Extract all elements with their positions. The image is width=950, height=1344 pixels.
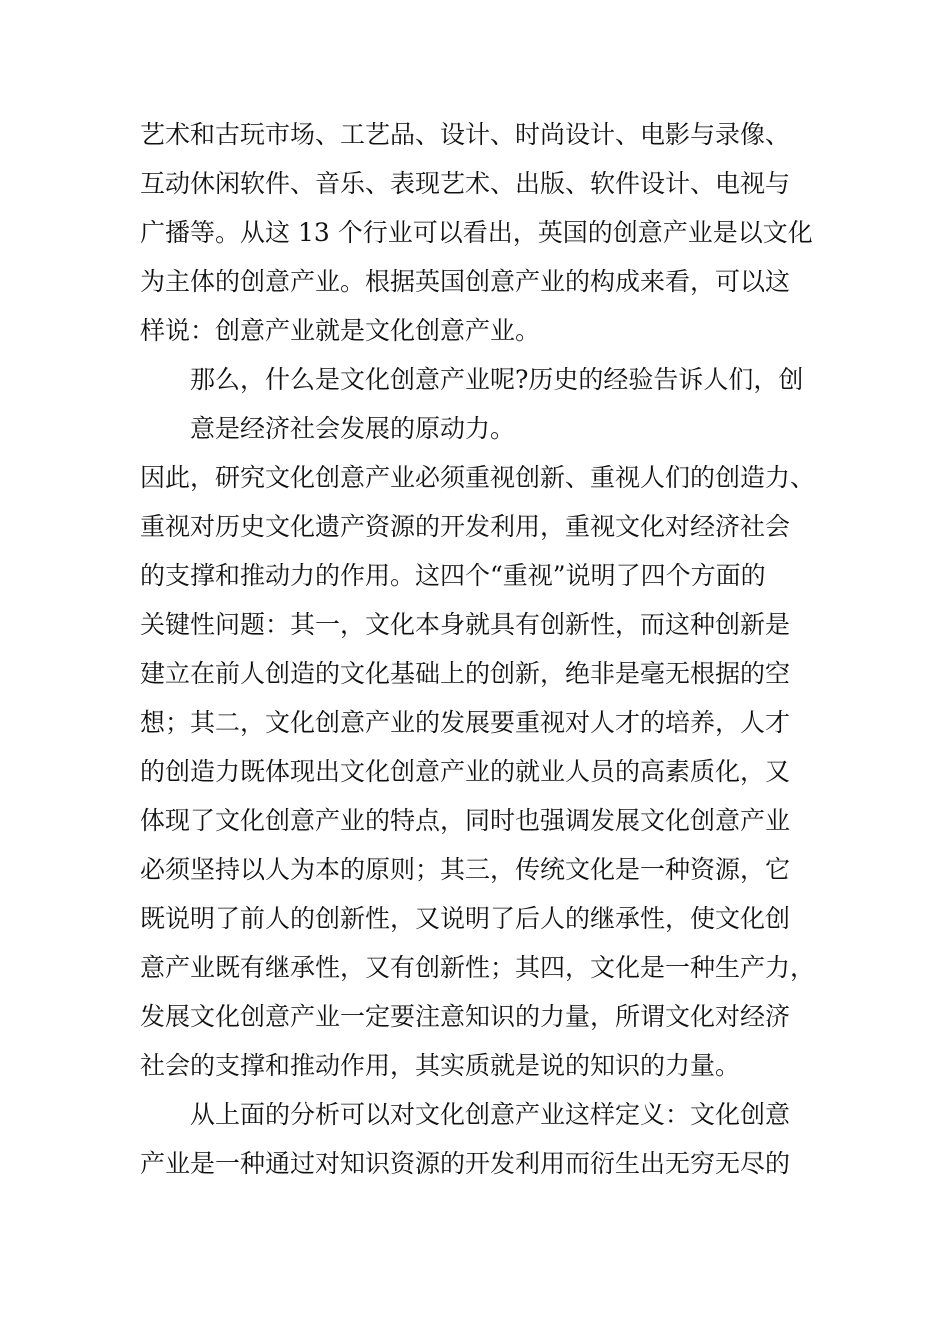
text-line: 互动休闲软件、音乐、表现艺术、出版、软件设计、电视与 [140,169,791,198]
text-line: 那么，什么是文化创意产业呢?历史的经验告诉人们，创 [190,365,804,394]
text-line: 为主体的创意产业。根据英国创意产业的构成来看，可以这 [140,267,791,296]
text-line: 关键性问题：其一，文化本身就具有创新性，而这种创新是 [140,610,791,639]
text-line: 因此，研究文化创意产业必须重视创新、重视人们的创造力、 [140,463,816,492]
text-line: 广播等。从这 13 个行业可以看出，英国的创意产业是以文化 [140,218,813,247]
text-line: 的支撑和推动力的作用。这四个“重视”说明了四个方面的 [140,561,766,590]
body-text [140,110,820,1188]
text-line: 既说明了前人的创新性，又说明了后人的继承性，使文化创 [140,904,791,933]
text-line: 发展文化创意产业一定要注意知识的力量，所谓文化对经济 [140,1002,791,1031]
text-line: 想；其二，文化创意产业的发展要重视对人才的培养，人才 [140,708,791,737]
text-line: 建立在前人创造的文化基础上的创新，绝非是毫无根据的空 [140,659,791,688]
text-line: 必须坚持以人为本的原则；其三，传统文化是一种资源，它 [140,855,791,884]
text-line: 意产业既有继承性，又有创新性；其四，文化是一种生产力， [140,953,816,982]
text-line: 从上面的分析可以对文化创意产业这样定义：文化创意 [190,1100,791,1129]
text-line: 产业是一种通过对知识资源的开发利用而衍生出无穷无尽的 [140,1149,791,1178]
text-line: 重视对历史文化遗产资源的开发利用，重视文化对经济社会 [140,512,791,541]
text-line: 意是经济社会发展的原动力。 [190,414,516,443]
text-line: 样说：创意产业就是文化创意产业。 [140,316,541,345]
text-line: 艺术和古玩市场、工艺品、设计、时尚设计、电影与录像、 [140,120,791,149]
text-line: 社会的支撑和推动作用，其实质就是说的知识的力量。 [140,1051,741,1080]
text-line: 体现了文化创意产业的特点，同时也强调发展文化创意产业 [140,806,791,835]
text-line: 的创造力既体现出文化创意产业的就业人员的高素质化，又 [140,757,791,786]
